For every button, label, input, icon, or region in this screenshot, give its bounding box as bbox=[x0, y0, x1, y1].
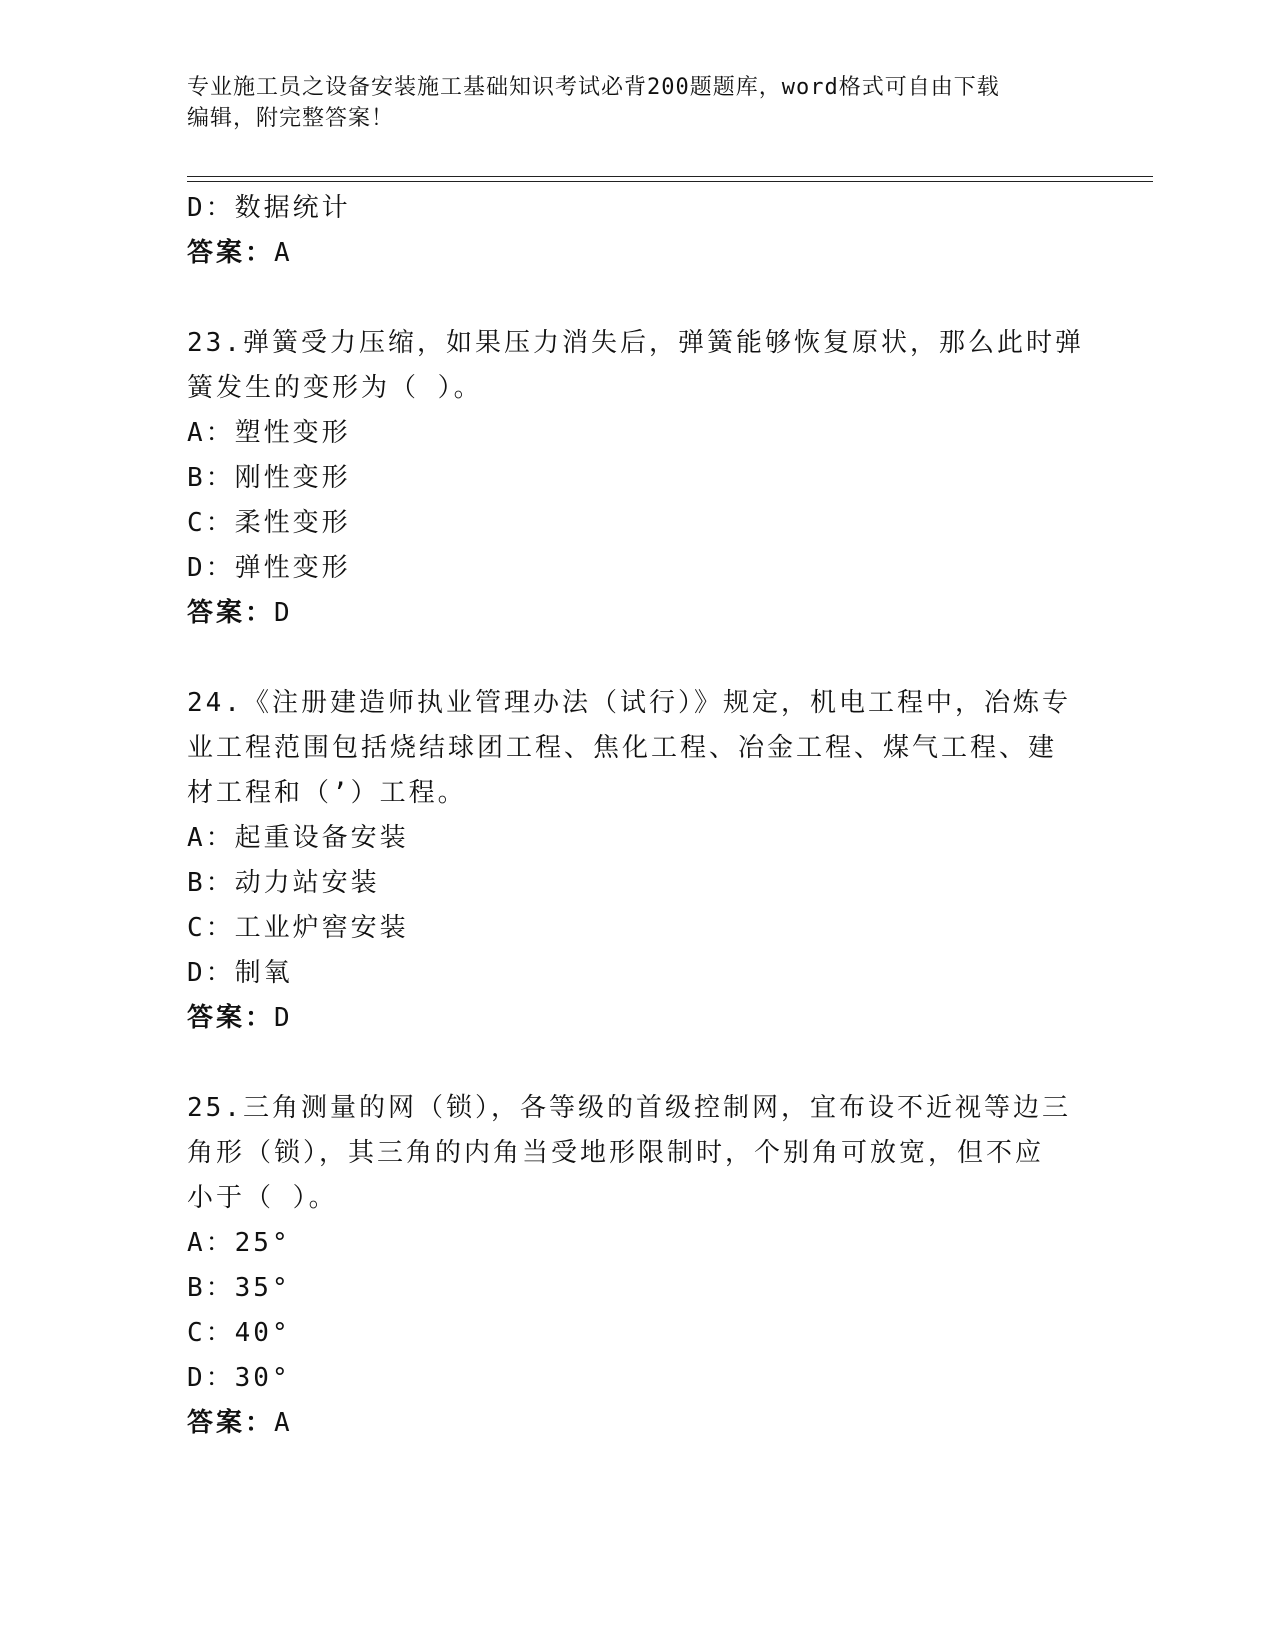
header-divider-top bbox=[187, 176, 1153, 177]
document-header bbox=[187, 72, 1087, 134]
answer-value: A bbox=[274, 238, 293, 268]
q23-answer bbox=[187, 598, 293, 628]
q25-option-a: A：25° bbox=[187, 1228, 291, 1258]
q23-option-c: C：柔性变形 bbox=[187, 508, 351, 538]
q25-stem-line-3: 小于（ ）。 bbox=[187, 1183, 338, 1213]
answer-value: D bbox=[274, 1003, 293, 1033]
answer-label: 答案： bbox=[187, 598, 275, 628]
prev-answer bbox=[187, 238, 293, 268]
header-line-2: 编辑，附完整答案！ bbox=[187, 106, 395, 131]
header-line-1: 专业施工员之设备安装施工基础知识考试必背200题题库，word格式可自由下载 bbox=[187, 75, 1000, 100]
q23-stem-line-1: 23.弹簧受力压缩，如果压力消失后，弹簧能够恢复原状，那么此时弹 bbox=[187, 328, 1084, 358]
q25-stem-line-2: 角形（锁），其三角的内角当受地形限制时，个别角可放宽，但不应 bbox=[187, 1138, 1045, 1168]
answer-label: 答案： bbox=[187, 1408, 275, 1438]
q23-stem-line-2: 簧发生的变形为（ ）。 bbox=[187, 373, 483, 403]
q23-option-d: D：弹性变形 bbox=[187, 553, 351, 583]
q24-option-c: C：工业炉窖安装 bbox=[187, 913, 409, 943]
answer-label: 答案： bbox=[187, 1003, 275, 1033]
q23-option-b: B：刚性变形 bbox=[187, 463, 351, 493]
header-divider-bottom bbox=[187, 181, 1153, 182]
q24-stem-line-3: 材工程和（’）工程。 bbox=[187, 778, 467, 808]
q25-option-d: D：30° bbox=[187, 1363, 291, 1393]
q24-option-a: A：起重设备安装 bbox=[187, 823, 409, 853]
q24-answer bbox=[187, 1003, 293, 1033]
answer-value: D bbox=[274, 598, 293, 628]
answer-label: 答案： bbox=[187, 238, 275, 268]
q24-option-b: B：动力站安装 bbox=[187, 868, 380, 898]
prev-option-d: D：数据统计 bbox=[187, 193, 351, 223]
q24-stem-line-1: 24.《注册建造师执业管理办法（试行）》规定，机电工程中，冶炼专 bbox=[187, 688, 1071, 718]
q25-option-b: B：35° bbox=[187, 1273, 291, 1303]
q25-option-c: C：40° bbox=[187, 1318, 291, 1348]
answer-value: A bbox=[274, 1408, 293, 1438]
q25-answer bbox=[187, 1408, 293, 1438]
q25-stem-line-1: 25.三角测量的网（锁），各等级的首级控制网，宜布设不近视等边三 bbox=[187, 1093, 1071, 1123]
q23-option-a: A：塑性变形 bbox=[187, 418, 351, 448]
q24-stem-line-2: 业工程范围包括烧结球团工程、焦化工程、冶金工程、煤气工程、建 bbox=[187, 733, 1058, 763]
q24-option-d: D：制氧 bbox=[187, 958, 293, 988]
